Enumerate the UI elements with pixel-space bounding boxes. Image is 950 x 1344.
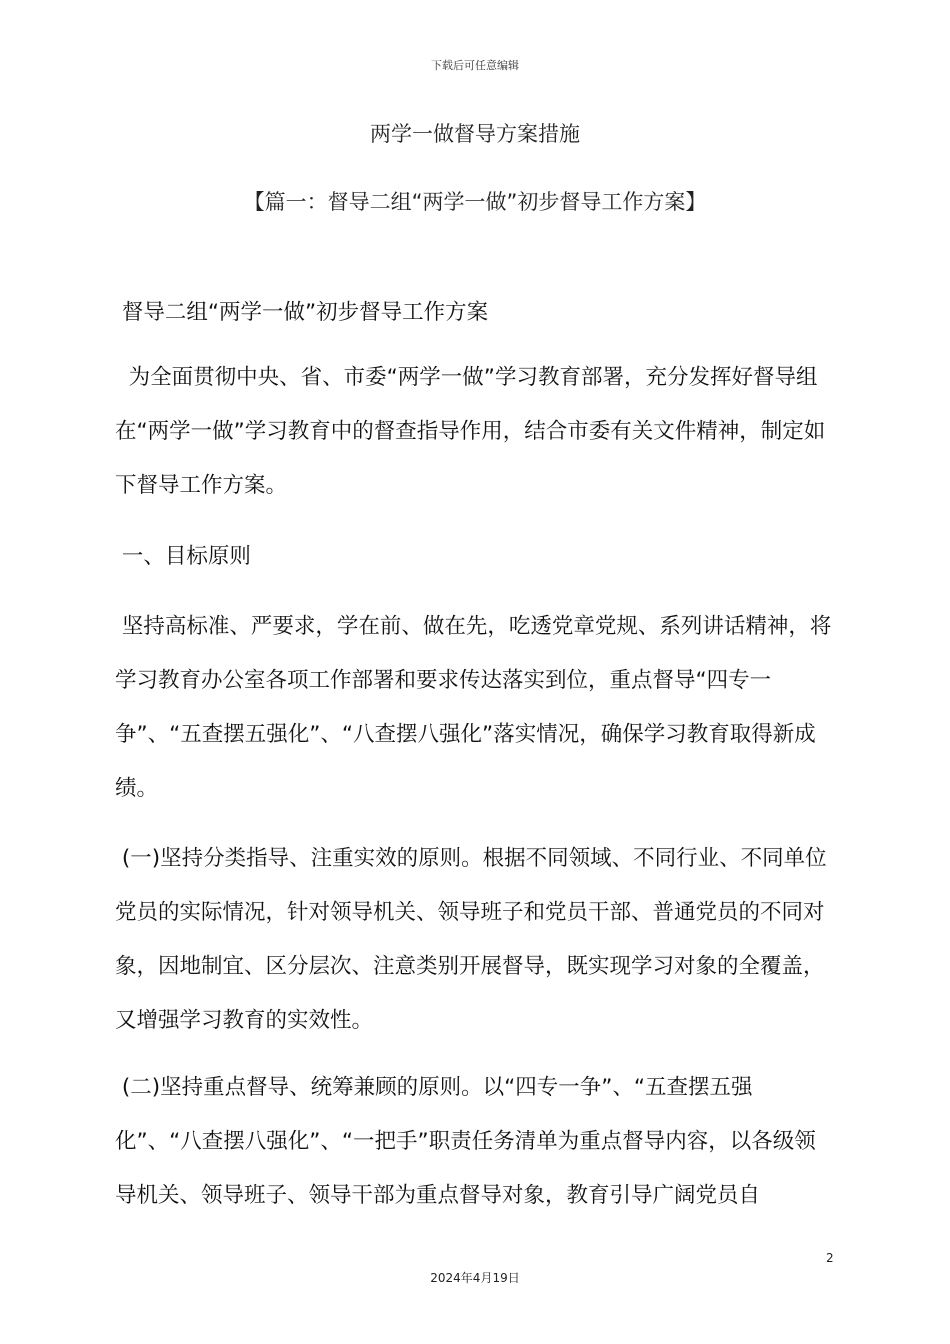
principle-1-paragraph: (一)坚持分类指导、注重实效的原则。根据不同领域、不同行业、不同单位党员的实际情况，针对领导机关、领导班子和党员干部、普通党员的不同对象，因地制宜、区分层次、注意类别开展督导，既实现学习对象的全覆盖，又增强学习教育的实效性。 xyxy=(115,846,827,1033)
document-subtitle: 【篇一：督导二组“两学一做”初步督导工作方案】 xyxy=(243,190,707,214)
goals-heading: 一、目标原则 xyxy=(115,544,251,569)
header-note: 下载后可任意编辑 xyxy=(431,59,519,72)
principle-2-paragraph: (二)坚持重点督导、统筹兼顾的原则。以“四专一争”、“五查摆五强化”、“八查摆八强化”、“一把手”职责任务清单为重点督导内容，以各级领导机关、领导班子、领导干部为重点督导对象，教育引导广阔党员自 xyxy=(115,1075,816,1208)
goals-paragraph: 坚持高标准、严要求，学在前、做在先，吃透党章党规、系列讲话精神，将学习教育办公室各项工作部署和要求传达落实到位，重点督导“四专一争”、“五查摆五强化”、“八查摆八强化”落实情况，确保学习教育取得新成绩。 xyxy=(115,614,832,801)
page-number: 2 xyxy=(826,1251,834,1265)
section-heading: 督导二组“两学一做”初步督导工作方案 xyxy=(115,300,489,325)
document-title: 两学一做督导方案措施 xyxy=(370,122,580,146)
footer-date: 2024年4月19日 xyxy=(430,1271,520,1285)
intro-paragraph: 为全面贯彻中央、省、市委“两学一做”学习教育部署，充分发挥好督导组在“两学一做”学习教育中的督查指导作用，结合市委有关文件精神，制定如下督导工作方案。 xyxy=(115,365,826,498)
